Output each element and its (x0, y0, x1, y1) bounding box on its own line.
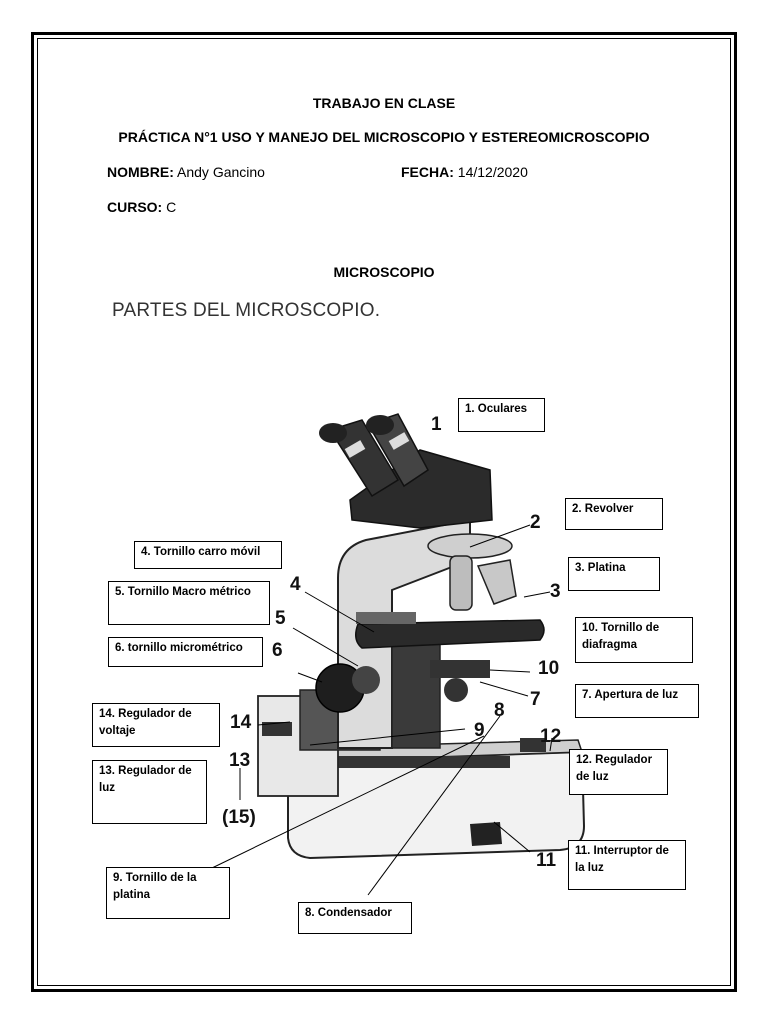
part-number-15: (15) (222, 807, 256, 828)
label-tornillo-carro: 4. Tornillo carro móvil (134, 541, 282, 569)
label-apertura-luz: 7. Apertura de luz (575, 684, 699, 718)
label-regulador-luz-13: 13. Regulador de luz (92, 760, 207, 824)
label-tornillo-platina: 9. Tornillo de la platina (106, 867, 230, 919)
section-title: MICROSCOPIO (333, 264, 435, 280)
part-number-4: 4 (290, 574, 301, 595)
label-tornillo-macro: 5. Tornillo Macro métrico (108, 581, 270, 625)
doc-title: TRABAJO EN CLASE (312, 95, 456, 111)
label-regulador-luz-12: 12. Regulador de luz (569, 749, 668, 795)
nombre-value: Andy Gancino (177, 164, 265, 180)
part-number-12: 12 (540, 726, 562, 747)
nombre-label: NOMBRE: (107, 164, 174, 180)
label-condensador: 8. Condensador (298, 902, 412, 934)
label-platina: 3. Platina (568, 557, 660, 591)
part-number-14: 14 (230, 712, 252, 733)
curso-value: C (166, 199, 177, 215)
part-number-1: 1 (431, 414, 442, 435)
part-number-7: 7 (530, 689, 541, 710)
part-number-2: 2 (530, 512, 541, 533)
figure-title: PARTES DEL MICROSCOPIO. (112, 300, 381, 321)
label-oculares: 1. Oculares (458, 398, 545, 432)
label-regulador-voltaje: 14. Regulador de voltaje (92, 703, 220, 747)
part-number-8: 8 (494, 700, 505, 721)
curso-label: CURSO: (107, 199, 163, 215)
part-number-3: 3 (550, 581, 561, 602)
label-tornillo-micro: 6. tornillo micrométrico (108, 637, 263, 667)
part-number-10: 10 (538, 658, 560, 679)
label-revolver: 2. Revolver (565, 498, 663, 530)
fecha-label: FECHA: (401, 164, 454, 180)
part-number-13: 13 (229, 750, 251, 771)
doc-subtitle: PRÁCTICA N°1 USO Y MANEJO DEL MICROSCOPIO Y ESTEREOMICROSCOPIO (118, 129, 650, 145)
part-number-9: 9 (474, 720, 485, 741)
fecha-value: 14/12/2020 (457, 164, 528, 180)
part-number-5: 5 (275, 608, 286, 629)
part-number-11: 11 (536, 850, 557, 871)
label-interruptor-luz: 11. Interruptor de la luz (568, 840, 686, 890)
part-number-6: 6 (272, 640, 283, 661)
label-tornillo-diafragma: 10. Tornillo de diafragma (575, 617, 693, 663)
